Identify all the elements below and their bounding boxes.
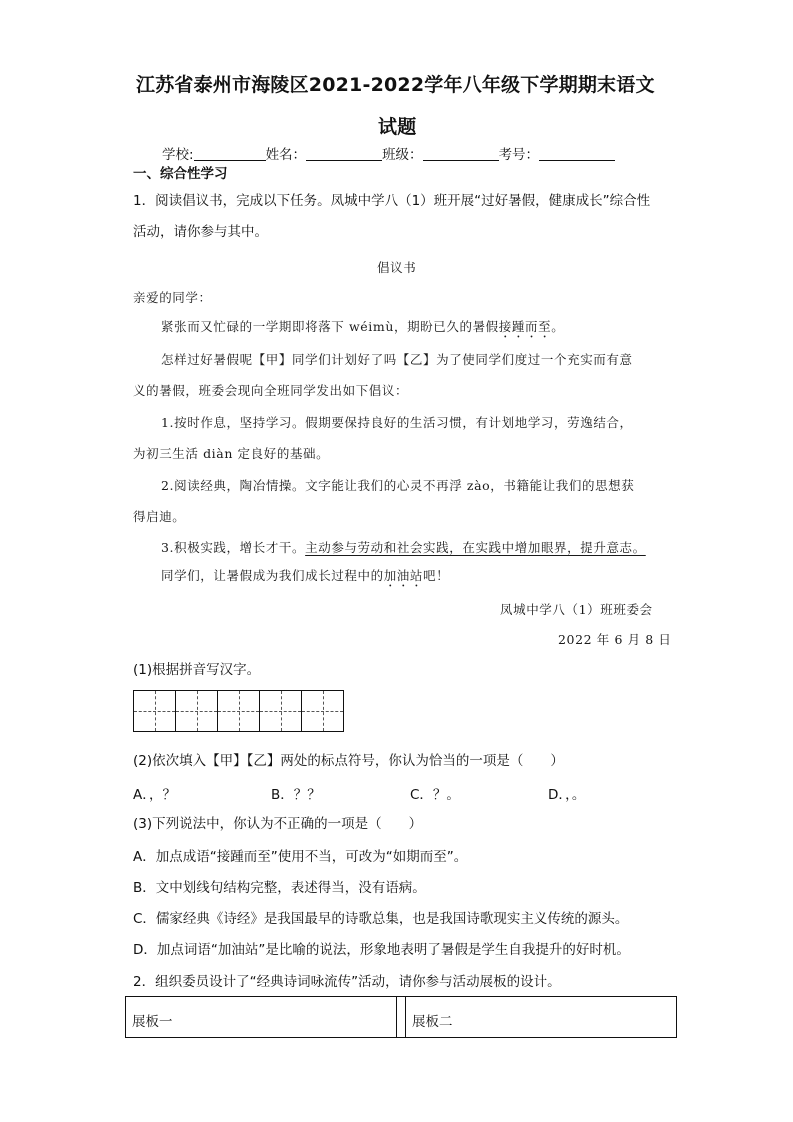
proposal-item-3: 3.积极实践，增长才干。主动参与劳动和社会实践，在实践中增加眼界，提升意志。 <box>161 540 646 555</box>
option-b[interactable]: B．？？ <box>271 787 321 803</box>
sub-question-2: (2)依次填入【甲】【乙】两处的标点符号，你认为恰当的一项是（ ） <box>133 753 564 769</box>
dotted-idiom: 接踵而至 <box>498 319 552 334</box>
proposal-item-2: 2.阅读经典，陶冶情操。文字能让我们的心灵不再浮 zào，书籍能让我们的思想获 <box>161 478 635 493</box>
underlined-sentence: 主动参与劳动和社会实践，在实践中增加眼界，提升意志。 <box>305 540 646 555</box>
section-heading: 一、综合性学习 <box>133 166 228 182</box>
answer-cell[interactable] <box>260 691 302 731</box>
proposal-item-2-cont: 得启迪。 <box>133 509 186 524</box>
letter-paragraph-2: 怎样过好暑假呢【甲】同学们计划好了吗【乙】为了使同学们度过一个充实而有意 <box>161 352 633 367</box>
name-label: 姓名： <box>265 147 307 163</box>
option-b[interactable]: B．文中划线句结构完整，表述得当，没有语病。 <box>133 880 426 896</box>
letter-paragraph-1: 紧张而又忙碌的一学期即将落下 wéimù，期盼已久的暑假接踵而至。 <box>161 319 565 334</box>
school-blank[interactable] <box>194 146 266 161</box>
class-blank[interactable] <box>423 146 499 161</box>
option-c[interactable]: C．？。 <box>410 787 460 803</box>
exam-no-blank[interactable] <box>539 146 615 161</box>
letter-greeting: 亲爱的同学： <box>133 290 212 305</box>
option-a[interactable]: A．，？ <box>133 787 176 803</box>
option-c[interactable]: C．儒家经典《诗经》是我国最早的诗歌总集，也是我国诗歌现实主义传统的源头。 <box>133 911 629 927</box>
dotted-word: 加油站 <box>383 568 424 583</box>
answer-cell[interactable] <box>176 691 218 731</box>
option-a[interactable]: A．加点成语“接踵而至”使用不当，可改为“如期而至”。 <box>133 849 468 865</box>
q1-intro: 1．阅读倡议书，完成以下任务。凤城中学八（1）班开展“过好暑假，健康成长”综合性 <box>133 193 651 209</box>
name-blank[interactable] <box>306 146 382 161</box>
option-d[interactable]: D．加点词语“加油站”是比喻的说法，形象地表明了暑假是学生自我提升的好时机。 <box>133 942 630 958</box>
board-one-cell: 展板一 <box>132 1014 173 1030</box>
page-title-line2: 试题 <box>378 116 417 138</box>
answer-cell[interactable] <box>302 691 343 731</box>
info-line <box>162 145 615 165</box>
letter-closing: 同学们，让暑假成为我们成长过程中的加油站吧！ <box>161 568 450 583</box>
school-label: 学校: <box>162 147 194 163</box>
q2-intro: 2．组织委员设计了“经典诗词咏流传”活动，请你参与活动展板的设计。 <box>133 974 561 990</box>
option-d[interactable]: D．，。 <box>548 787 586 803</box>
proposal-item-1-cont: 为初三生活 diàn 定良好的基础。 <box>133 446 330 461</box>
letter-date: 2022 年 6 月 8 日 <box>558 632 672 647</box>
class-label: 班级： <box>382 147 423 163</box>
board-divider <box>396 997 406 1037</box>
display-board-table <box>125 996 677 1038</box>
letter-signature: 凤城中学八（1）班班委会 <box>500 602 653 617</box>
page-title: 江苏省泰州市海陵区2021-2022学年八年级下学期期末语文 <box>136 74 655 96</box>
answer-grid[interactable] <box>133 690 344 732</box>
sub-question-1: (1)根据拼音写汉字。 <box>133 662 261 678</box>
board-two-cell: 展板二 <box>412 1014 453 1030</box>
sub-question-3: (3)下列说法中，你认为不正确的一项是（ ） <box>133 816 423 832</box>
answer-cell[interactable] <box>218 691 260 731</box>
exam-no-label: 考号： <box>498 147 540 163</box>
q1-intro-cont: 活动，请你参与其中。 <box>133 224 268 240</box>
letter-title: 倡议书 <box>377 260 417 275</box>
letter-paragraph-2-cont: 义的暑假，班委会现向全班同学发出如下倡议： <box>133 383 409 398</box>
answer-cell[interactable] <box>134 691 176 731</box>
proposal-item-1: 1.按时作息，坚持学习。假期要保持良好的生活习惯，有计划地学习，劳逸结合， <box>161 415 633 430</box>
